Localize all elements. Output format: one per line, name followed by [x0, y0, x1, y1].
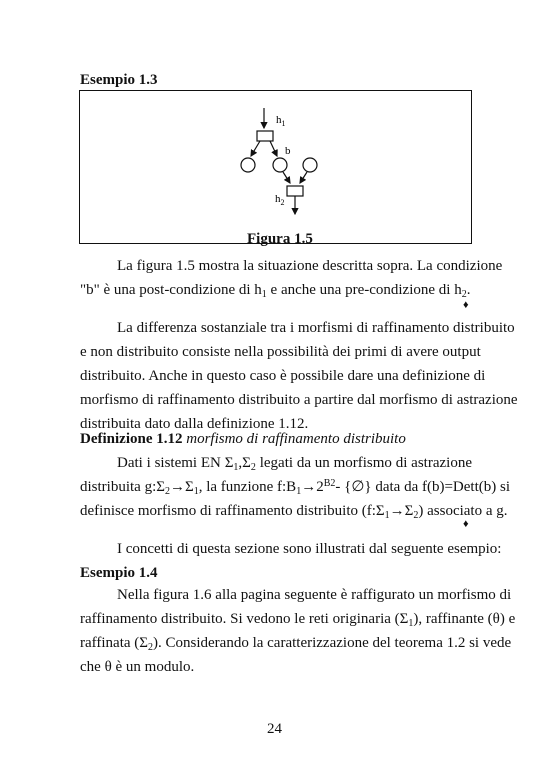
- transition-h2: [287, 186, 303, 196]
- paragraph-1-line-1: La figura 1.5 mostra la situazione descritta sopra. La condizione: [117, 258, 503, 274]
- paragraph-2-line: morfismo di raffinamento distribuito a partire dal morfismo di astrazione: [80, 392, 518, 408]
- paragraph-1-line-2: "b" è una post-condizione di $h_1$ e anche una pre-condizione di $h_2$.: [80, 282, 471, 300]
- arrow-b-h2: [283, 172, 290, 183]
- definition-heading: Definizione 1.12 morfismo di raffinamento distribuito: [80, 431, 406, 447]
- end-mark-1: ♦: [463, 299, 469, 311]
- paragraph-3: I concetti di questa sezione sono illustrati dal seguente esempio:: [117, 541, 502, 557]
- paragraph-1: [80, 254, 503, 302]
- paragraph-2-line: e non distribuito consiste nella possibilità dei primi di avere output: [80, 344, 481, 360]
- example-heading: Esempio 1.3: [80, 72, 158, 88]
- transition-h1: [257, 131, 273, 141]
- definition-body: [80, 451, 510, 523]
- paragraph-2-line: La differenza sostanziale tra i morfismi di raffinamento distribuito: [117, 320, 515, 336]
- arrow-h1-b: [270, 141, 277, 156]
- definition-line-1: Dati i sistemi EN $\Sigma_1,\Sigma_2$ legati da un morfismo di astrazione: [117, 455, 472, 473]
- place-left: [241, 158, 255, 172]
- label-h2: $h_2$: [275, 193, 285, 207]
- petri-net-diagram: [79, 90, 472, 244]
- label-b: b: [285, 145, 291, 157]
- example-2-line-2: raffinamento distribuito. Si vedono le reti originaria $(\Sigma_1)$, raffinante (θ) e: [80, 611, 516, 629]
- place-b: [273, 158, 287, 172]
- example-2-line-3: raffinata $(\Sigma_2)$. Considerando la caratterizzazione del teorema 1.2 si vede: [80, 635, 512, 653]
- definition-line-3: definisce morfismo di raffinamento distribuito $(f:\Sigma_1\to\Sigma_2)$ associato a g.: [80, 503, 508, 521]
- example-2-body: [80, 583, 516, 679]
- place-right: [303, 158, 317, 172]
- paragraph-2-line: distribuito. Anche in questo caso è possibile dare una definizione di: [80, 368, 486, 384]
- definition-line-2: distribuita $g:\Sigma_2\to\Sigma_1$, la funzione $f:B_1\to 2^{B2}-$ {∅} data da f(b)=Dett(b) si: [80, 478, 510, 497]
- end-mark-2: ♦: [463, 518, 469, 530]
- arrow-right-h2: [300, 172, 307, 183]
- arrow-h1-left: [251, 141, 260, 156]
- example-heading-2: Esempio 1.4: [80, 565, 158, 581]
- example-2-line-4: che θ è un modulo.: [80, 659, 195, 675]
- paragraph-2-line: distribuita dato dalla definizione 1.12.: [80, 416, 309, 432]
- figure-caption: Figura 1.5: [247, 231, 313, 247]
- page-number: 24: [267, 721, 282, 737]
- paragraph-2: [80, 316, 518, 436]
- example-2-line-1: Nella figura 1.6 alla pagina seguente è raffigurato un morfismo di: [117, 587, 512, 603]
- label-h1: $h_1$: [276, 114, 286, 128]
